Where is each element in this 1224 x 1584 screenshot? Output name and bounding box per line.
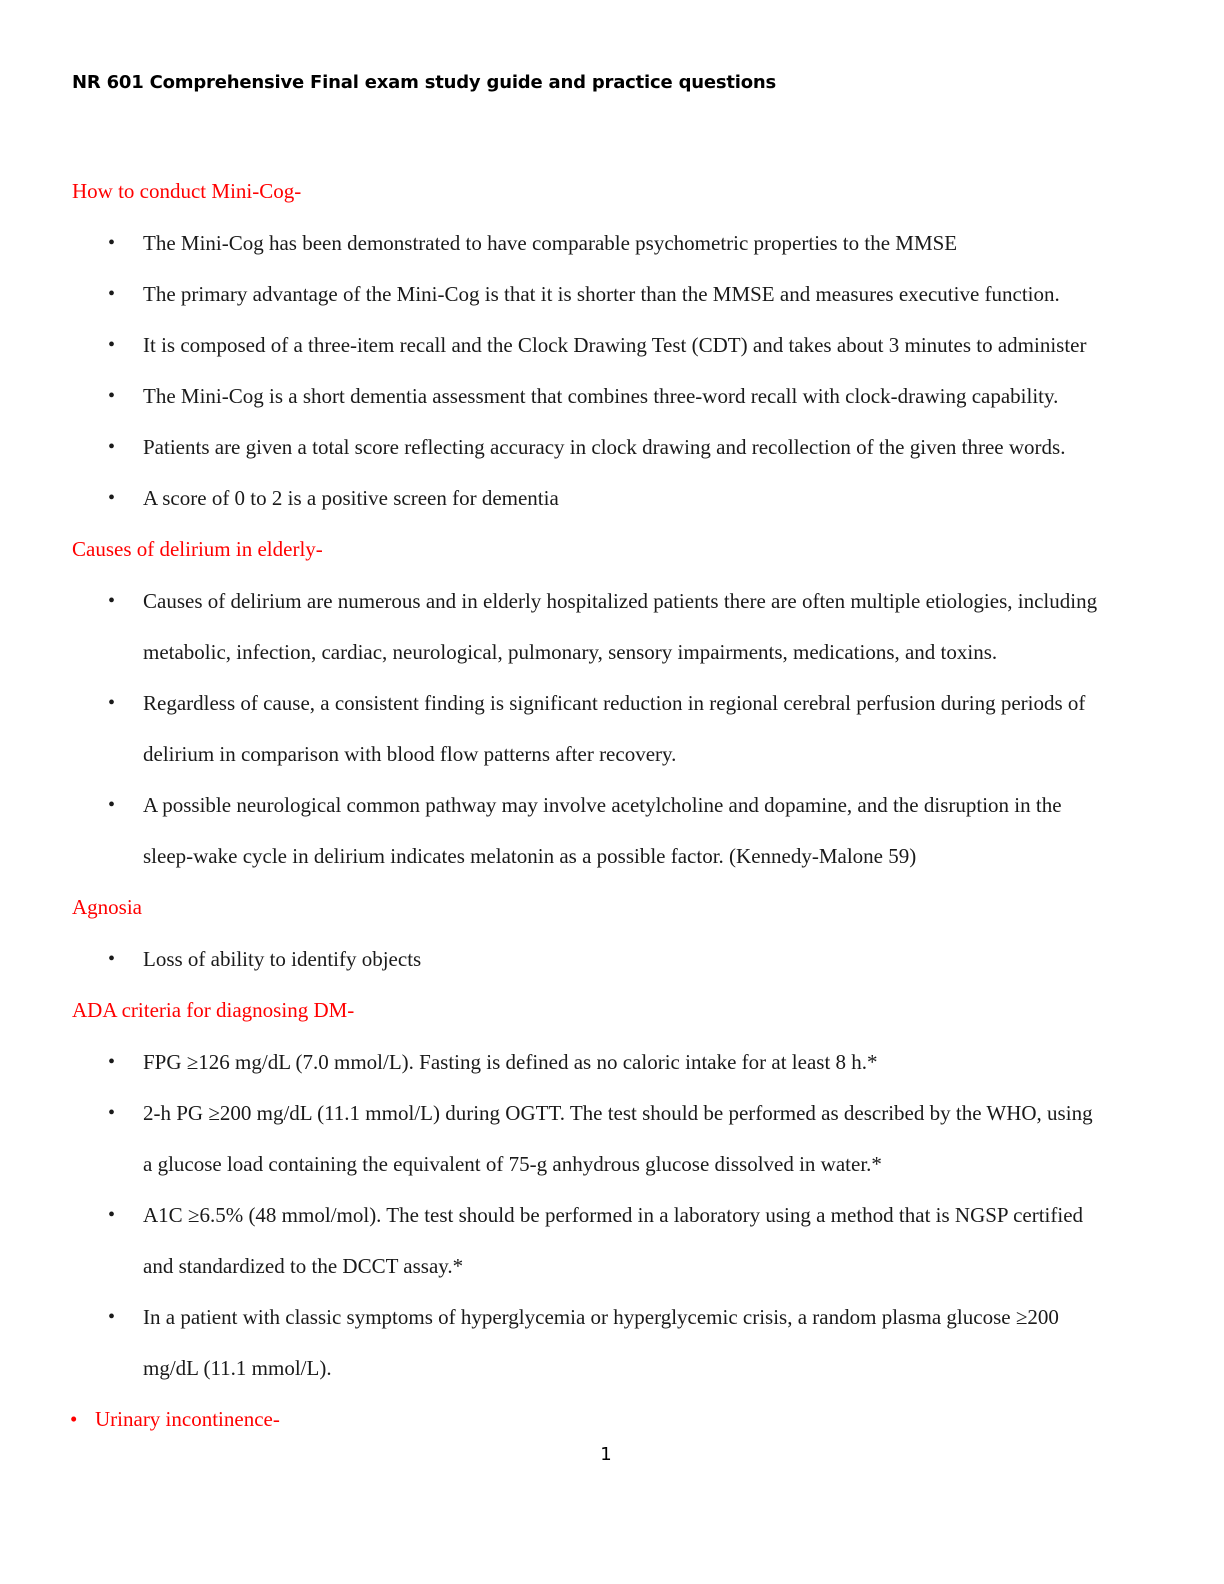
section-heading — [0, 892, 1224, 944]
bullet-icon: • — [108, 948, 116, 970]
list-item-text: Causes of delirium are numerous and in elderly hospitalized patients there are often multiple etiologies, including — [143, 589, 1098, 613]
list-item — [0, 1302, 1143, 1404]
bullet-icon: • — [108, 283, 116, 305]
list-item-text: The Mini-Cog is a short dementia assessment that combines three-word recall with clock-drawing capability. — [143, 384, 1059, 408]
section-heading-text: Causes of delirium in elderly- — [72, 537, 323, 561]
section-heading — [0, 176, 1224, 228]
list-item-text: Patients are given a total score reflecting accuracy in clock drawing and recollection of the given three words. — [143, 435, 1066, 459]
list-item-text: mg/dL (11.1 mmol/L). — [143, 1356, 332, 1380]
list-item-text: A score of 0 to 2 is a positive screen for dementia — [143, 486, 559, 510]
list-item-text: A1C ≥6.5% (48 mmol/mol). The test should be performed in a laboratory using a method that is NGSP certified — [143, 1203, 1084, 1227]
list-item — [0, 790, 1143, 892]
section-heading-text: How to conduct Mini-Cog- — [72, 179, 302, 203]
list-item-text: The Mini-Cog has been demonstrated to have comparable psychometric properties to the MMSE — [143, 231, 958, 255]
list-item-text: Regardless of cause, a consistent finding is significant reduction in regional cerebral perfusion during periods of — [143, 691, 1086, 715]
bullet-icon: • — [108, 232, 116, 254]
document-body — [0, 176, 1224, 1456]
list-item-text: metabolic, infection, cardiac, neurological, pulmonary, sensory impairments, medications, and toxins. — [143, 640, 998, 664]
heading-bullet-icon: • — [70, 1407, 78, 1431]
bullet-icon: • — [108, 1204, 116, 1226]
list-item-text: FPG ≥126 mg/dL (7.0 mmol/L). Fasting is defined as no caloric intake for at least 8 h.* — [143, 1050, 878, 1074]
list-item — [0, 330, 1143, 381]
list-item-text: Loss of ability to identify objects — [143, 947, 422, 971]
list-item — [0, 1200, 1143, 1302]
list-item — [0, 432, 1143, 483]
list-item — [0, 381, 1143, 432]
list-item-text: 2-h PG ≥200 mg/dL (11.1 mmol/L) during OGTT. The test should be performed as described by the WHO, using — [143, 1101, 1093, 1125]
list-item — [0, 483, 1143, 534]
list-item — [0, 944, 1143, 995]
bullet-icon: • — [108, 1102, 116, 1124]
section-heading-text: Urinary incontinence- — [95, 1407, 280, 1431]
bullet-icon: • — [108, 590, 116, 612]
page-number: 1 — [600, 1444, 612, 1465]
list-item — [0, 228, 1143, 279]
section-heading — [0, 534, 1224, 586]
list-item-text: In a patient with classic symptoms of hyperglycemia or hyperglycemic crisis, a random plasma glucose ≥200 — [143, 1305, 1059, 1329]
bullet-icon: • — [108, 692, 116, 714]
list-item — [0, 1047, 1143, 1098]
list-item — [0, 688, 1143, 790]
document-title: NR 601 Comprehensive Final exam study guide and practice questions — [72, 72, 777, 93]
bullet-icon: • — [108, 334, 116, 356]
section-heading — [0, 995, 1224, 1047]
list-item-text: delirium in comparison with blood flow patterns after recovery. — [143, 742, 677, 766]
list-item-text: A possible neurological common pathway may involve acetylcholine and dopamine, and the disruption in the — [143, 793, 1062, 817]
bullet-icon: • — [108, 436, 116, 458]
bullet-icon: • — [108, 1306, 116, 1328]
section-heading-text: ADA criteria for diagnosing DM- — [72, 998, 355, 1022]
list-item — [0, 279, 1143, 330]
section-heading-text: Agnosia — [72, 895, 142, 919]
list-item-text: It is composed of a three-item recall and the Clock Drawing Test (CDT) and takes about 3 minutes to administer — [143, 333, 1087, 357]
bullet-icon: • — [108, 385, 116, 407]
list-item-text: sleep-wake cycle in delirium indicates melatonin as a possible factor. (Kennedy-Malone 59) — [143, 844, 917, 868]
list-item-text: a glucose load containing the equivalent of 75-g anhydrous glucose dissolved in water.* — [143, 1152, 882, 1176]
list-item — [0, 1098, 1143, 1200]
list-item-text: The primary advantage of the Mini-Cog is that it is shorter than the MMSE and measures executive function. — [143, 282, 1060, 306]
list-item — [0, 586, 1143, 688]
bullet-icon: • — [108, 794, 116, 816]
list-item-text: and standardized to the DCCT assay.* — [143, 1254, 464, 1278]
bullet-icon: • — [108, 487, 116, 509]
bullet-icon: • — [108, 1051, 116, 1073]
